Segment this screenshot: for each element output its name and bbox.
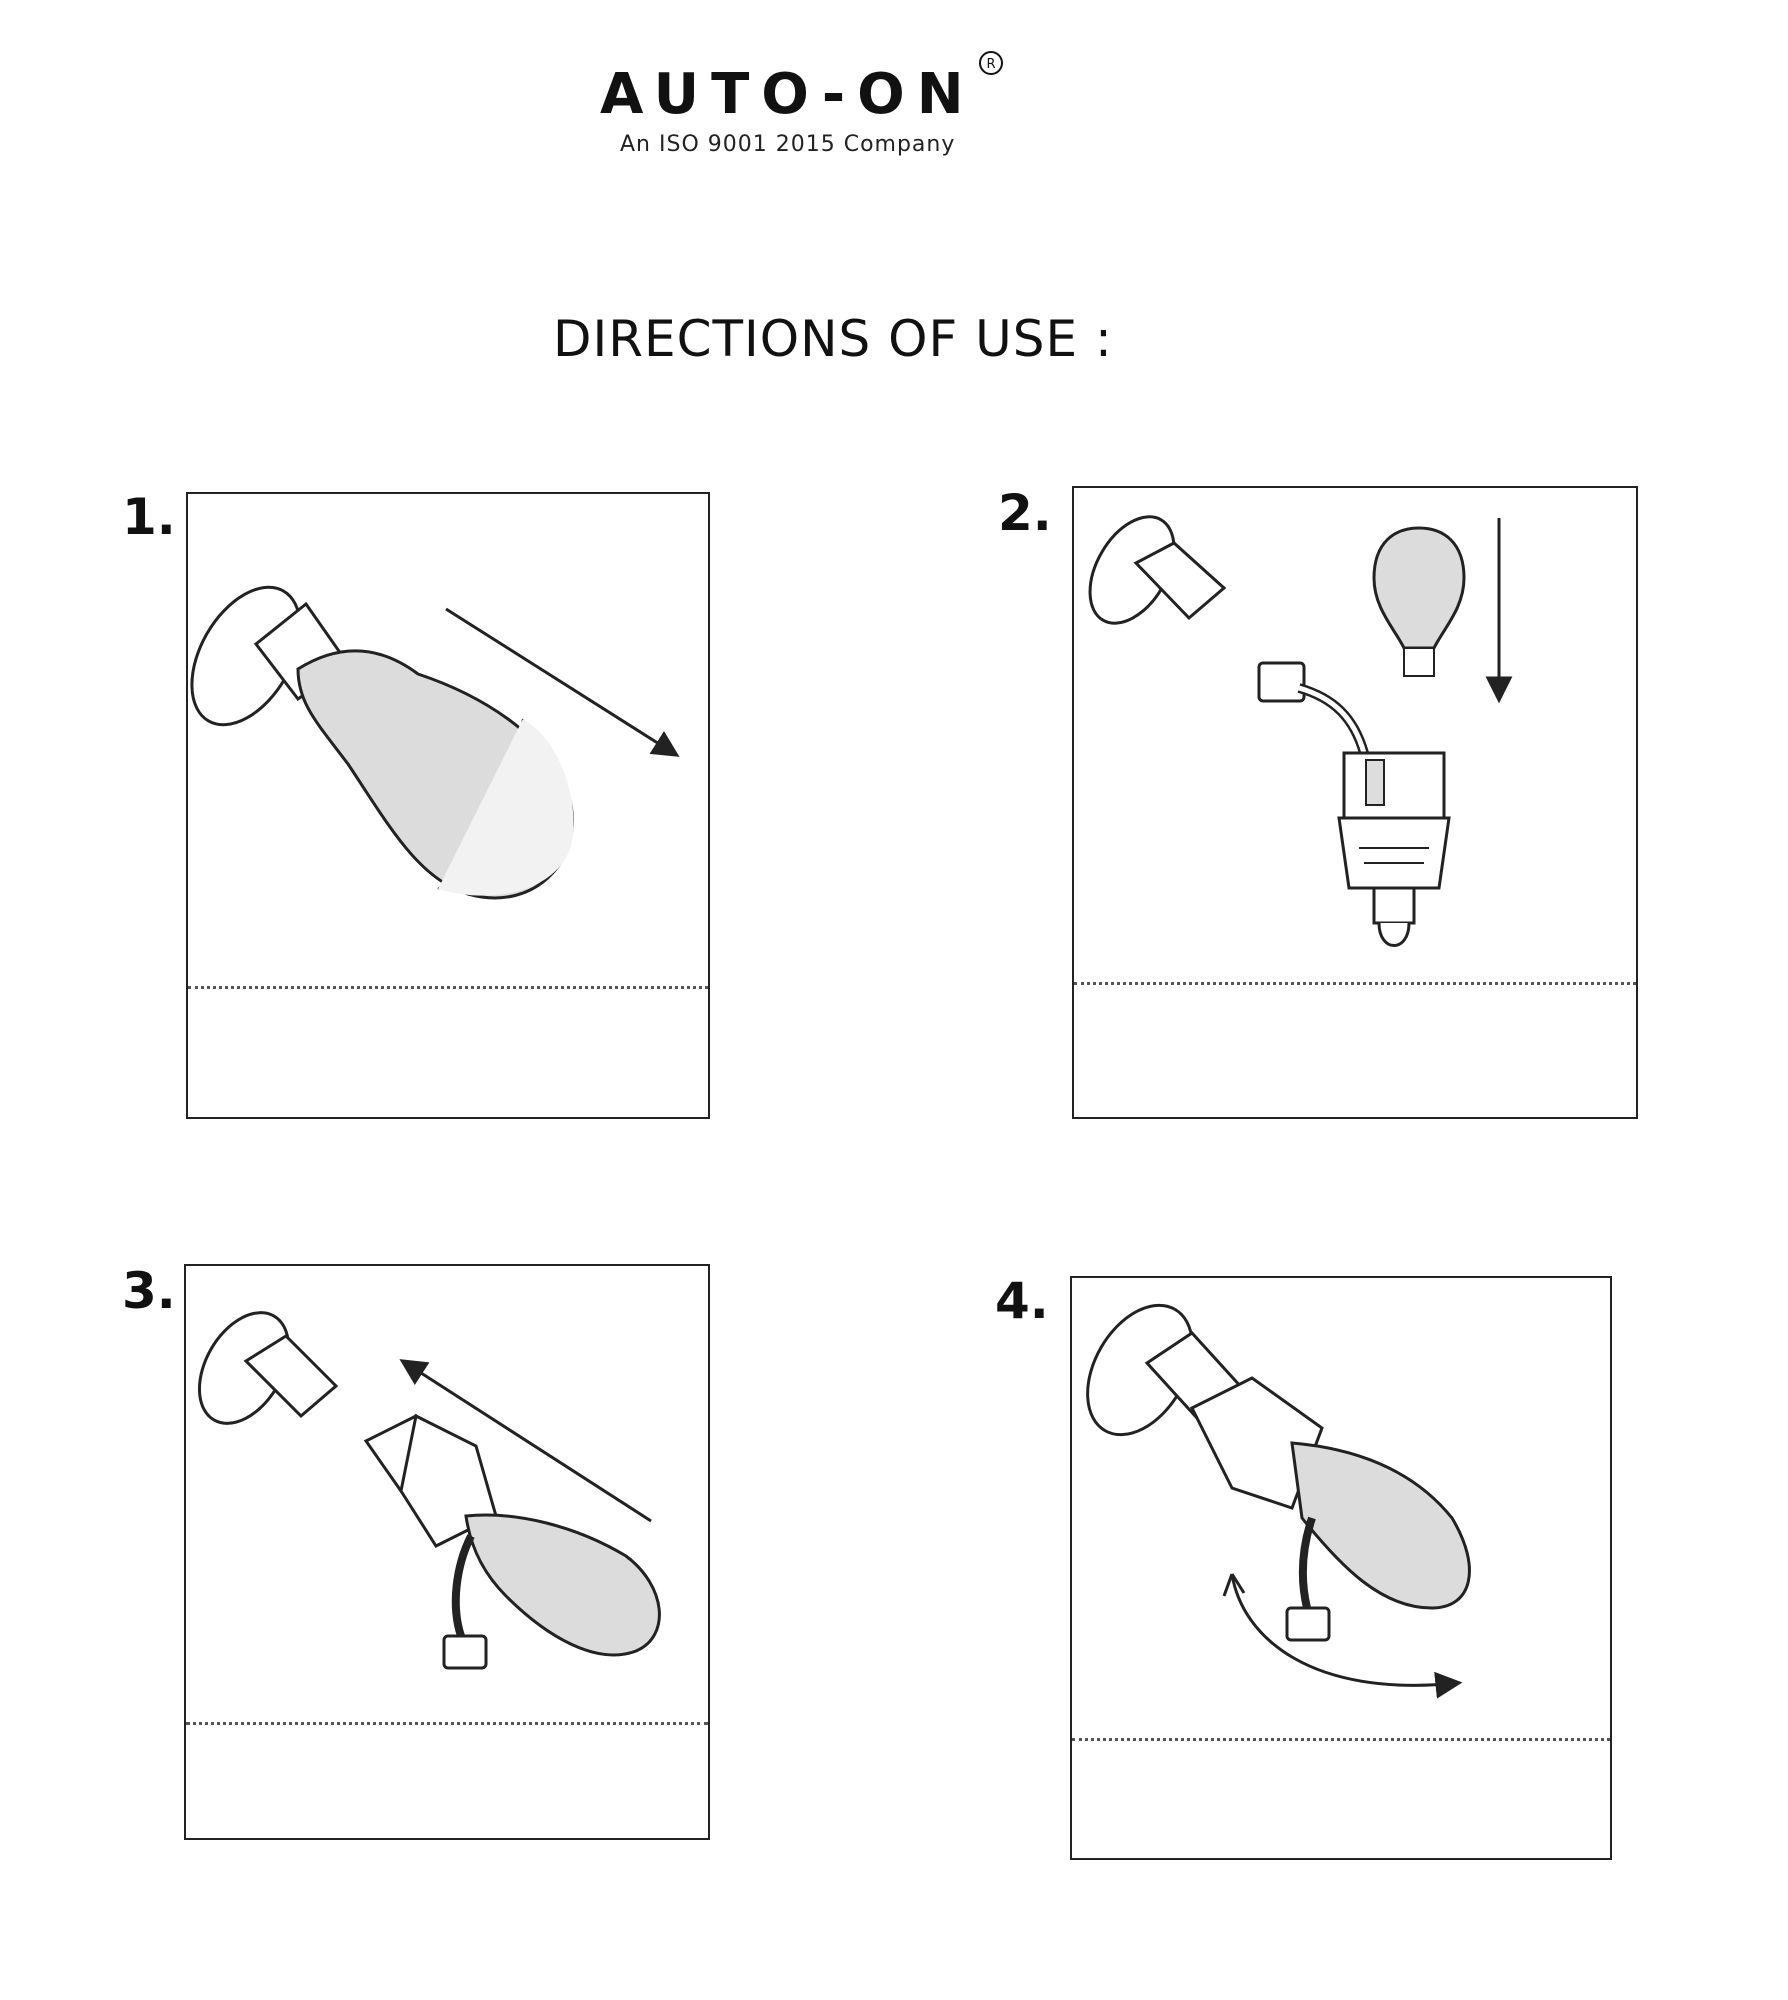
page-title: DIRECTIONS OF USE : bbox=[553, 310, 1113, 368]
divider bbox=[1074, 982, 1636, 985]
step-4-panel bbox=[1070, 1276, 1612, 1860]
step-number-4: 4. bbox=[995, 1272, 1049, 1330]
step-1-illustration bbox=[188, 494, 712, 1121]
led-bulb-icon bbox=[1374, 528, 1464, 676]
divider bbox=[1072, 1738, 1610, 1741]
wall-holder-icon bbox=[186, 1297, 336, 1439]
wall-holder-icon bbox=[1074, 502, 1224, 637]
step-4-illustration bbox=[1072, 1278, 1614, 1862]
step-3-panel bbox=[184, 1264, 710, 1840]
step-number-2: 2. bbox=[998, 484, 1052, 542]
divider bbox=[188, 986, 708, 989]
bulb-with-sensor-adapter-icon bbox=[1192, 1378, 1469, 1640]
sensor-adapter-icon bbox=[1259, 663, 1449, 946]
led-bulb-icon bbox=[298, 651, 574, 898]
step-2-illustration bbox=[1074, 488, 1640, 1121]
step-number-3: 3. bbox=[122, 1262, 176, 1320]
brand-name: AUTO-ON bbox=[600, 62, 976, 127]
step-1-panel bbox=[186, 492, 710, 1119]
bulb-with-sensor-adapter-icon bbox=[366, 1416, 659, 1668]
svg-text:R: R bbox=[986, 57, 996, 72]
brand-logo bbox=[590, 57, 1030, 172]
divider bbox=[186, 1722, 708, 1725]
registered-mark-icon bbox=[978, 50, 1004, 76]
step-2-panel bbox=[1072, 486, 1638, 1119]
step-3-illustration bbox=[186, 1266, 712, 1842]
step-number-1: 1. bbox=[122, 488, 176, 546]
brand-tagline: An ISO 9001 2015 Company bbox=[620, 132, 956, 157]
